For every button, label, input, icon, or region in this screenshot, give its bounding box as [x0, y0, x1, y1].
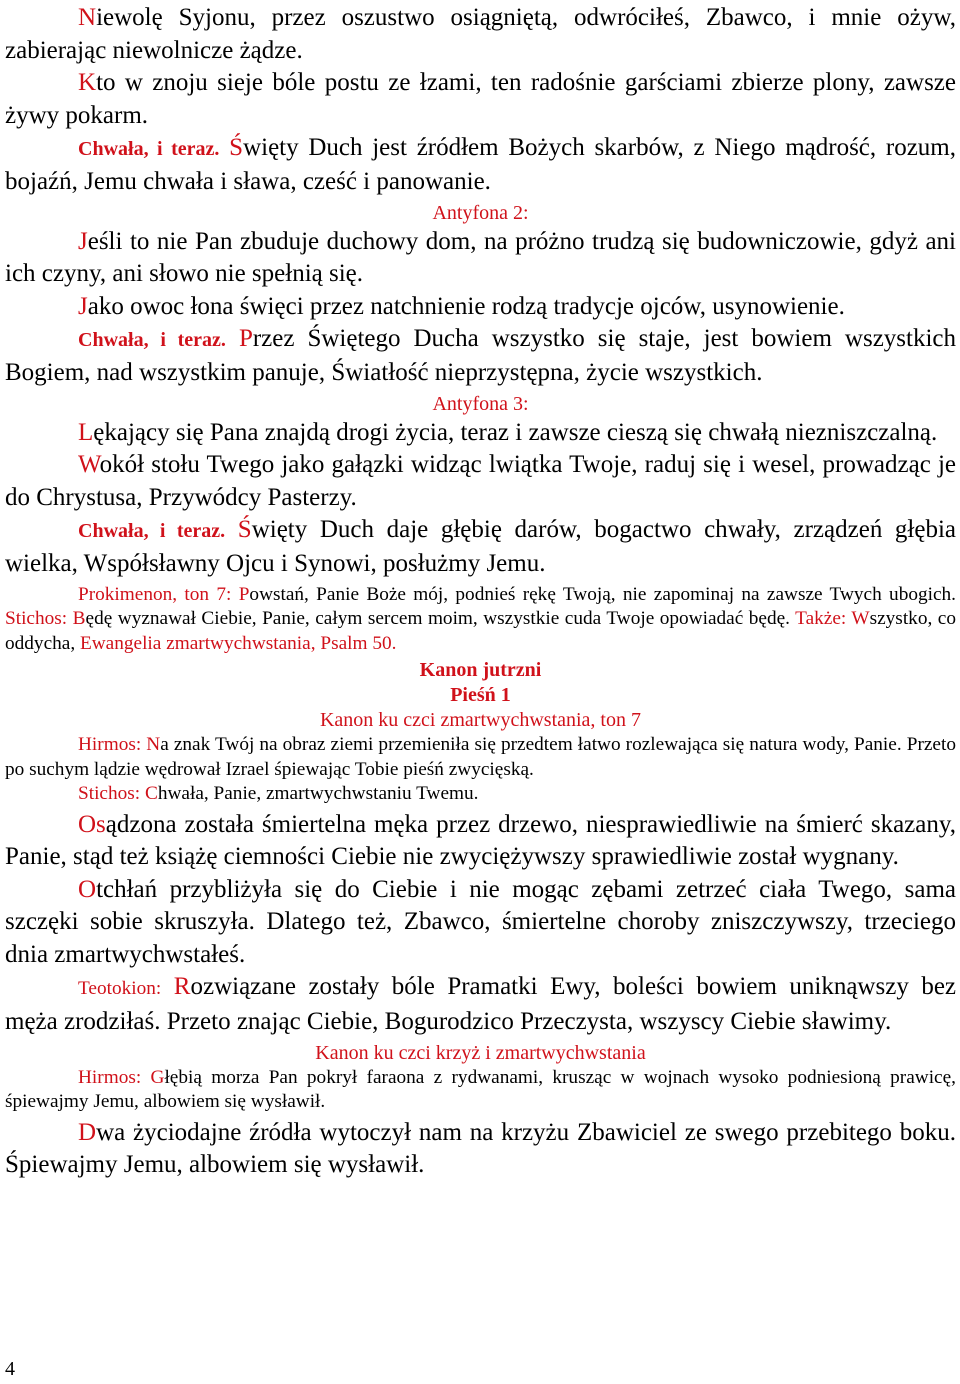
red-initial: P: [238, 325, 253, 353]
hirmos-text: a znak Twój na obraz ziemi przemieniła się przedtem łatwo rozlewająca się natura wody, Panie. Przeto po suchym lądzie wędrował Izrael śpiewając Tobie pieśń zwycięską.: [5, 734, 956, 780]
canon-subtitle: Kanon ku czci krzyż i zmartwychwstania: [315, 1041, 646, 1064]
page-number: 4: [5, 1358, 15, 1380]
glory-label: Chwała, i teraz.: [78, 138, 220, 161]
troparion-paragraph: [5, 417, 956, 450]
red-initial: W: [851, 608, 870, 629]
paragraph-text: ękający się Pana znajdą drogi życia, teraz i zawsze cieszą się chwałą niezniszczalną.: [93, 418, 938, 446]
hirmos-paragraph: [5, 733, 956, 782]
red-initial: N: [78, 4, 97, 31]
red-initial: D: [78, 1118, 97, 1146]
troparion-paragraph: [5, 132, 956, 198]
red-initial: O: [78, 875, 97, 903]
stichos-label: Stichos:: [5, 608, 68, 629]
red-initial: B: [72, 608, 86, 629]
stichos-text: ędę wyznawał Ciebie, Panie, całym sercem moim, wszystkie cuda Twoje opowiadać będę.: [85, 608, 790, 629]
red-initial: J: [78, 292, 88, 320]
troparion-paragraph: [5, 874, 956, 972]
paragraph-text: to w znoju sieje bóle postu ze łzami, ten radośnie garściami zbierze plony, zawsze żywy pokarm.: [5, 69, 956, 129]
paragraph-text: tchłań przybliżyła się do Ciebie i nie mogąc zębami zetrzeć ciała Twego, sama szczęki sobie skruszyła. Dlatego też, Zbawco, śmiertelne choroby zniszczywszy, trzeciego dnia zmartwychwstałeś.: [5, 875, 956, 968]
troparion-paragraph: [5, 291, 956, 324]
troparion-paragraph: [5, 809, 956, 874]
hirmos-label: Hirmos:: [78, 1066, 142, 1088]
troparion-paragraph: [5, 449, 956, 514]
prokimenon-label: Prokimenon, ton 7:: [78, 583, 232, 605]
theotokion-label: Teotokion:: [78, 978, 162, 1000]
troparion-paragraph: [5, 1117, 956, 1182]
troparion-paragraph: [5, 2, 956, 67]
document-page: [5, 2, 956, 1182]
paragraph-text: ądzona została śmiertelna męka przez drzewo, niesprawiedliwie na śmierć skazany, Panie, stąd też książę ciemności Ciebie nie zwyciężywszy sprawiedliwie został wygnany.: [5, 810, 956, 871]
glory-label: Chwała, i teraz.: [78, 520, 226, 543]
hirmos-paragraph: [5, 1066, 956, 1115]
paragraph-text: ako owoc łona święci przez natchnienie rodzą tradycje ojców, usynowienie.: [87, 292, 845, 320]
red-initial: R: [173, 973, 191, 1001]
stichos-text: hwała, Panie, zmartwychwstaniu Twemu.: [157, 783, 479, 804]
stichos-label: Stichos:: [78, 783, 141, 804]
red-initial: Ś: [237, 516, 252, 544]
stichos-paragraph: [5, 782, 956, 807]
red-initial: Ś: [229, 134, 244, 162]
antiphon-heading: Antyfona 3:: [432, 392, 529, 415]
gospel-reference: Ewangelia zmartwychwstania, Psalm 50.: [79, 632, 397, 654]
paragraph-text: wa życiodajne źródła wytoczył nam na krzyżu Zbawiciel ze swego przebitego boku. Śpiewajmy Jemu, albowiem się wysławił.: [5, 1118, 956, 1179]
paragraph-text: iewolę Syjonu, przez oszustwo osiągniętą, odwróciłeś, Zbawco, i mnie ożyw, zabierając niewolnicze żądze.: [5, 4, 956, 64]
theotokion-paragraph: [5, 971, 956, 1038]
paragraph-text: rzez Świętego Ducha wszystko się staje, jest bowiem wszystkich Bogiem, nad wszystkim panuje, Światłość nieprzystępna, życie wszystkich.: [5, 325, 957, 386]
paragraph-text: okół stołu Twego jako gałązki widząc lwiątka Twoje, raduj się i wesel, prowadząc je do Chrystusa, Przywódcy Pasterzy.: [5, 451, 956, 511]
red-initial: L: [78, 418, 94, 446]
theotokion-text: ozwiązane zostały bóle Pramatki Ewy, boleści bowiem uniknąwszy bez męża zrodziłaś. Przeto znając Ciebie, Bogurodzico Przeczysta, wszyscy Ciebie sławimy.: [5, 973, 957, 1036]
glory-label: Chwała, i teraz.: [78, 329, 226, 352]
paragraph-text: więty Duch jest źródłem Bożych skarbów, z Niego mądrość, rozum, bojaźń, Jemu chwała i sława, cześć i panowanie.: [5, 134, 956, 195]
prokimenon-text: owstań, Panie Boże mój, podnieś rękę Twoją, nie zapominaj na zawsze Twych ubogich.: [249, 583, 956, 605]
hirmos-text: łębią morza Pan pokrył faraona z rydwanami, krusząc w wojnach wysoko podniesioną prawicę, śpiewajmy Jemu, albowiem się wysławił.: [5, 1066, 956, 1113]
ode-title: Pieśń 1: [450, 684, 511, 706]
paragraph-text: więty Duch daje głębię darów, bogactwo chwały, zrządzeń głębia wielka, Współsławny Ojcu i Synowi, posłużmy Jemu.: [5, 516, 957, 577]
antiphon-heading: Antyfona 2:: [432, 201, 529, 224]
takze-text: szystko, co oddycha,: [5, 608, 956, 654]
paragraph-text: eśli to nie Pan zbuduje duchowy dom, na próżno trudzą się budowniczowie, gdyż ani ich czyny, ani słowo nie spełnią się.: [5, 227, 956, 288]
canon-title: Kanon jutrzni: [419, 659, 542, 681]
troparion-paragraph: [5, 323, 956, 389]
prokimenon-paragraph: [5, 583, 956, 657]
red-initial: J: [78, 227, 88, 255]
hirmos-label: Hirmos:: [78, 734, 142, 755]
red-initial: Os: [78, 810, 106, 838]
red-initial: P: [238, 583, 250, 605]
troparion-paragraph: [5, 67, 956, 132]
canon-subtitle: Kanon ku czci zmartwychwstania, ton 7: [319, 709, 641, 731]
troparion-paragraph: [5, 514, 956, 580]
troparion-paragraph: [5, 226, 956, 291]
red-initial: K: [78, 69, 97, 97]
red-initial: G: [150, 1066, 165, 1088]
takze-label: Także:: [795, 608, 847, 629]
red-initial: W: [78, 451, 100, 479]
red-initial: C: [144, 783, 158, 804]
red-initial: N: [146, 734, 161, 755]
